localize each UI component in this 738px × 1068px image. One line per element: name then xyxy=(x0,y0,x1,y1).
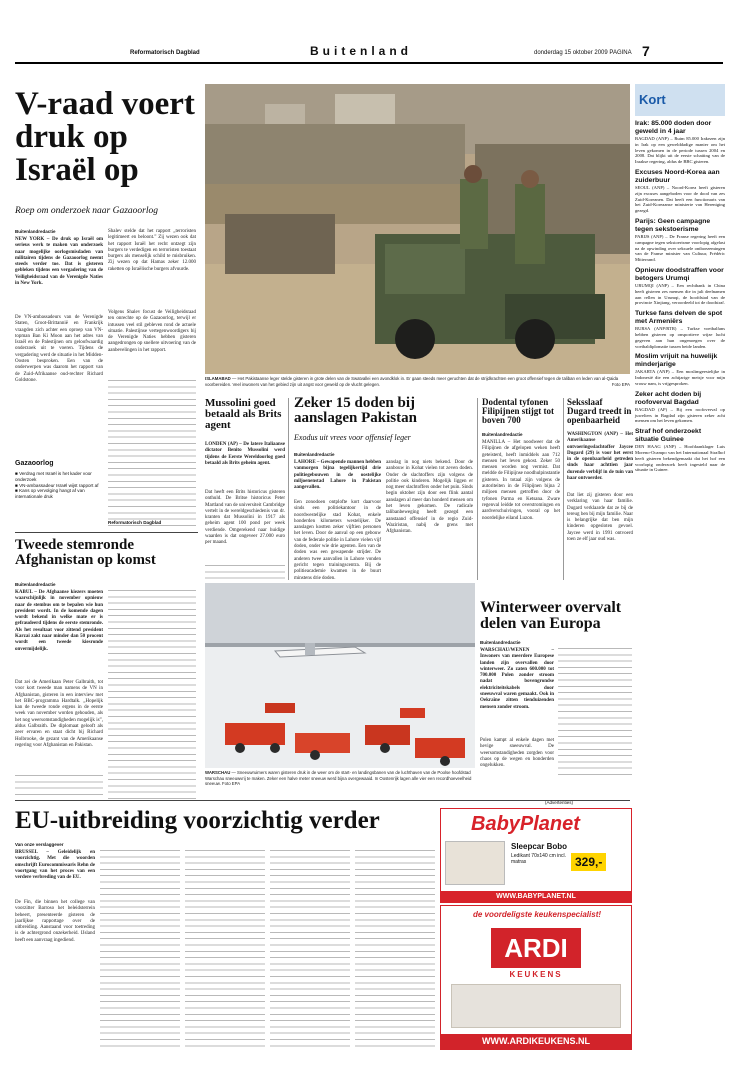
kort-title: Kort xyxy=(639,92,666,107)
second-intro: KABUL – De Afghaanse kiezers moeten waarschijnlijk in november opnieuw naar de stembus om te bepalen wie hun president wordt. In de komende dagen wordt bekend in welke mate er is gefraudeerd tijdens de eerste stemronde. Als het resultaat voor zittend president Karzai zakt naar minder dan 50 procent wordt een tweede kiesronde onvermijdelijk. xyxy=(15,590,103,652)
ardi-url[interactable]: WWW.ARDIKEUKENS.NL xyxy=(441,1034,631,1049)
kitchen-image xyxy=(451,984,621,1028)
seksslaaf-headline: Seksslaaf Dugard treedt in openbaarheid xyxy=(567,397,632,425)
eu-body: De Fin, die binnen het college van voorzitter Barroso het beleidsterrein beheert, presenteerde gisteren de jaarlijkse rapportage over de uitbreiding. Aanstaand voor toetreding is de achtergrond onzekerheid. IJsland heeft een aanvraag ingediend. xyxy=(15,900,95,943)
lead-text-continuation xyxy=(108,380,196,530)
ardi-sub: KEUKENS xyxy=(509,970,563,979)
babyplanet-url[interactable]: WWW.BABYPLANET.NL xyxy=(441,891,631,903)
ardi-ad[interactable] xyxy=(440,905,632,1050)
crib-image xyxy=(445,841,505,885)
bullets-list xyxy=(15,471,103,500)
babyplanet-ad[interactable] xyxy=(440,808,632,903)
snow-airport-photo xyxy=(205,583,475,768)
dodental-body: MANILLA – Het noodweer dat de Filipijnen de afgelopen weken heeft geteisterd, heeft inmiddels aan 712 mensen het leven gekost. Zeker 50 mensen worden nog vermist. Dat meldde de Filipijnse noodhulpinstantie gisteren. In totaal zijn volgens de autoriteiten in de Filipijnen bijna 2 miljoen mensen getroffen door de tyfonen Parma en Ketsana. Zware regenval leidde tot overstromingen en aardverschuivingen, vooral op het noordelijke eiland Luzon. xyxy=(482,440,560,521)
lead-byline: Buitenlandredactie xyxy=(15,229,56,234)
second-text-continuation-2 xyxy=(15,775,103,800)
eu-intro: BRUSSEL – Geleidelijk en voorzichtig. Met die woorden omschrijft Eurocommissaris Rehn de voortgang van het proces van een verdere verbreding van de EU. xyxy=(15,850,95,881)
section-title: Buitenland xyxy=(310,44,412,58)
seksslaaf-intro: WASHINGTON (ANP) – Het Amerikaanse ontvoeringsslachtoffer Jaycee Dugard (29) is voor het eerst in de openbaarheid getreden sinds haar achttien jaar durende verblijf in de tuin van haar ontvoerder. xyxy=(567,432,633,482)
divider xyxy=(15,800,630,801)
winterweer-intro: WARSCHAU/WENEN – Inwoners van meerdere Europese landen zijn overvallen door winterweer. Zo zaten 600.000 tot 700.000 Polen zonder stroom nadat bovengrondse elektriciteitskabels door sneeuwval waren gemaakt. Ook in Oekraïne zitten tienduizenden mensen zonder stroom. xyxy=(480,648,554,710)
lead-dek: Roep om onderzoek naar Gazaoorlog xyxy=(15,206,159,216)
babyplanet-brand: BabyPlanet xyxy=(471,813,580,835)
kort-item: Straf hof onderzoekt situatie Guinee DEN HAAG (ANP) – Hoofdaanklager Luis Moreno-Ocampo van het Internationaal Strafhof heeft gisteren bekendgemaakt dat het hof een voorlopig onderzoek heeft ingesteld naar de situatie in Guinee. xyxy=(635,428,725,473)
kort-list xyxy=(635,120,725,477)
second-body: Dat zei de Amerikaan Peter Galbraith, tot voor kort tweede man namens de VN in Afghanistan, gisteren in een interview met het BBC-programma Hardtalk. „Hopelijk kan de tweede ronde ergens in de eerste week van november worden gehouden, als het nog weersomstandigheden mogelijk is”, aldus Galbraith. De diplomaat gelooft als zeer ervaren en staat dicht bij Richard Holbrooke, de gezant van de Amerikaanse regering voor Afghanistan en Pakistan. xyxy=(15,680,103,748)
column-rule xyxy=(288,398,289,580)
zeker-dek: Exodus uit vrees voor offensief leger xyxy=(294,433,411,442)
second-headline: Tweede stemronde Afghanistan op komst xyxy=(15,537,156,568)
dodental-headline: Dodental tyfonen Filipijnen stijgt tot boven 700 xyxy=(482,397,554,425)
eu-headline: EU-uitbreiding voorzichtig verder xyxy=(15,807,380,834)
kort-item: Opnieuw doodstraffen voor betogers Urumqi URUMQI (ANP) – Een rechtbank in China heeft gisteren zes mensen die in juli deelnamen aan rellen in Urumqi, de hoofdstad van de provincie Xinjiang, veroordeeld tot de doodstraf. xyxy=(635,266,725,306)
lead-headline: V-raad voert druk op Israël op xyxy=(15,86,195,188)
page-header xyxy=(0,0,738,70)
lead-body-3: Volgens Shalev focust de Veiligheidsraad ten onrechte op de Gazaoorlog, terwijl er intussen veel stil gebleven rond de actuele situatie. Palestijnse vertegenwoordigers bij de Verenigde Naties hebben gisteren aangedrongen op snellere uitvoering van de aanbevelingen in het rapport. xyxy=(108,310,196,353)
zeker-body: Een zonodoen ontplofte kort daarvoor sinds een politiekantoor in de noordwestelijke stad Kohat, enkele honderden kilometers westelijker. De aanslagen kostten zeker vijftien personen het leven. Door de aanval op een gebouw van de federale politie in Lahore vielen vijf doden, onder wie drie agenten. Een van de doden was een gewapende strijder. De anderen twee aanvallen in Lahore vonden gericht tegen trainingscentra. Bij de politieacademie kwamen in de buurt minstens drie doden. xyxy=(294,500,381,581)
second-byline: Buitenlandredactie xyxy=(15,582,56,587)
photo1-caption: ISLAMABAD — Het Pakistaanse leger stelde gisteren in grote delen van de Swatvallei een avondklok in. Er gaan steeds meer geruchten dat de strijdkrachten een groot offensief tegen de taliban en leden van al-Qaida voorbereiden. Veel inwoners van het gebied zijn uit angst voor geweld op de vlucht gelegen. Foto EPA xyxy=(205,376,630,387)
ardi-brand: ARDI xyxy=(491,928,581,968)
zeker-body-2: aanslag in nog niets bekend. Door de aanbouw in Kohat vielen tot zeven doden. Onder de slachtoffers zijn volgens de politie ook kinderen. Mogelijk liggen er nog meer slachtoffers onder het puin. Sinds begin oktober zijn door een flink aantal aanslagen al meer dan honderd mensen om het leven gekomen. De radicale talibanbeweging heeft gezegd een aanstaand offensief in de regio Zuid-Waziristan, nabij de grens met Afghanistan. xyxy=(386,460,473,535)
column-rule xyxy=(477,398,478,580)
lead-intro: NEW YORK – De druk op Israël om serieus werk te maken van onderzoek naar mogelijke oorlogsmisdaden van militairen tijdens de Gazaoorlog neemt steeds verder toe. Dat is gisteren gebleken tijdens een vergadering van de Veiligheidsraad van de Verenigde Naties in New York. xyxy=(15,237,103,287)
eu-text-col-3 xyxy=(185,850,265,1050)
kort-item: Zeker acht doden bij roofoverval Bagdad BAGDAD (AP) – Bij een roofoverval op juweliers in Bagdad zijn gisteren zeker acht mensen om het leven gekomen. xyxy=(635,390,725,424)
bullet-item: ■ Kans op vervolging hangt af van internationale druk xyxy=(15,488,85,500)
dodental-byline: Buitenlandredactie xyxy=(482,432,523,437)
zeker-intro: LAHORE – Gewapende mannen hebben vanmorgen bijna tegelijkertijd drie politiegebouwen in de oostelijke miljoenenstad Lahore in Pakistan aangevallen. xyxy=(294,460,381,491)
zeker-byline: Buitenlandredactie xyxy=(294,452,335,457)
mussolini-headline: Mussolini goed betaald als Brits agent xyxy=(205,397,282,431)
page-number: 7 xyxy=(642,43,650,59)
babyplanet-desc: Ledikant 70x140 cm incl. matras xyxy=(511,853,567,865)
winterweer-text-continuation xyxy=(558,648,632,778)
column-rule xyxy=(563,398,564,580)
eu-text-col-5 xyxy=(355,850,435,1050)
winterweer-headline: Winterweer overvalt delen van Europa xyxy=(480,599,622,632)
zeker-headline: Zeker 15 doden bij aanslagen Pakistan xyxy=(294,395,417,426)
kort-item: Parijs: Geen campagne tegen sekstoerisme PARIJS (ANP) – De Franse regering heeft een campagne tegen sekstoerisme voorlopig afgelast na de opwinding over seksuele ontboezemingen van de Franse minister van Cultuur, Frédéric Mitterrand. xyxy=(635,217,725,263)
eu-text-col-2 xyxy=(100,850,180,1050)
ads-label: (Advertenties) xyxy=(545,800,574,805)
bullet-item: ■ Verdrag met Israël is het kader voor onderzoek xyxy=(15,471,92,482)
soldiers-photo xyxy=(205,84,630,374)
second-text-continuation xyxy=(108,590,196,800)
divider xyxy=(15,532,198,533)
mussolini-text-continuation xyxy=(205,565,285,580)
kort-item: Irak: 85.000 doden door geweld in 4 jaar BAGDAD (ANP) – Ruim 85.000 Irakezen zijn in Irak op een gewelddadige manier om het leven gekomen in de periode tussen 2004 en 2008. Dat blijkt uit de eerste schatting van de Iraakse regering, aldus de BBC gisteren. xyxy=(635,120,725,165)
publication-name: Reformatorisch Dagblad xyxy=(130,50,200,56)
lead-body-1: De VN-ambassadeurs van de Verenigde Staten, Groot-Brittannië en Frankrijk vraagden zich achter een oproep van VN-topman Ban Ki Moon aan het adres van Israël en de Palestijnen om geloofwaardig onderzoek uit te voeren. Tijdens de vergadering werd de situatie in het Midden-Oosten besproken. Een van de onderwerpen was daarom het rapport van de Zuid-Afrikaanse oud-rechter Richard Goldstone. xyxy=(15,315,103,383)
winterweer-byline: Buitenlandredactie xyxy=(480,640,521,645)
bullet-item: ■ VN-ambassadeur Israël wijst rapport af xyxy=(15,482,99,488)
winterweer-body: Polen kampt al enkele dagen met hevige sneeuwval. De weersomstandigheden zorgden voor chaos op de wegen en honderden ongelukken. xyxy=(480,738,554,769)
kort-item: Turkse fans delven de spot met Armeniërs BURSA (ANP/RTR) – Turkse voetbalfans hebben gisteren op onsportieve wijze lucht gegeven aan hun ongenoegen over de voetbaldiplomatie tussen beide landen. xyxy=(635,310,725,349)
kort-item: Excuses Noord-Korea aan zuiderbuur SEOUL (ANP) – Noord-Korea heeft gisteren zijn excuses aangeboden voor de dood van zes Zuid-Koreanen. Dat heeft een functionaris van het Zuid-Koreaanse ministerie van Hereniging gezegd. xyxy=(635,168,725,214)
header-date: donderdag 15 oktober 2009 PAGINA xyxy=(534,50,632,56)
bullets-footer: Reformatorisch Dagblad xyxy=(108,520,162,525)
lead-body-2: Shalev stelde dat het rapport „terroristen legitimeert en beloont.” Zij wezen ook dat het rapport Israël het recht ontzegt zijn burgers te verdedigen en terroristen toestaat burgers als menselijk schild te misbruiken. Zij wezen op dat Hamas zeker 12.000 raketten op Israëlische burgers afvuurde. xyxy=(108,229,196,272)
header-rule xyxy=(15,62,723,64)
photo2-caption: WARSCHAU — Sneeuwruimers waren gisteren druk in de weer om de start- en landingsbanen van de luchthaven van de Poolse hoofdstad Warschau sneeuwvrij te maken. Zeker een halve meter sneeuw werd bijna overgewaaid. In Oostenrijk lagen alle vier een recordhoeveelheid sneeuw. Foto EPA xyxy=(205,770,472,786)
eu-byline: Van onze verslaggever xyxy=(15,842,64,847)
bullets-title: Gazaoorlog xyxy=(15,460,54,467)
ardi-tagline: de voordeligste keukenspecialist! xyxy=(472,910,602,919)
mussolini-intro: LONDEN (AP) – De latere Italiaanse dictator Benito Mussolini werd tijdens de Eerste Wereldoorlog goed betaald als Brits geheim agent. xyxy=(205,442,285,466)
babyplanet-price: 329,- xyxy=(571,853,606,871)
seksslaaf-body: Dat liet zij gisteren door een verklaring van haar familie. Dugard verklaarde dat ze bij de tereug ben bij mijn familie. Naar is belangrijke dat ben mijn kinderen opgesloten gevoel. Jaycee werd in 1991 ontvoerd toen ze elf jaar oud was. xyxy=(567,493,633,543)
mussolini-body: Dat heeft een Brits historicus gisteren onthuld. De Britse historicus Peter Martland van de universiteit Cambridge vertelt in de wereldgeschiedenis van dr. kranten dat Mussolini in 1917 als geheim agent 100 pond per week verdiende. Omgerekend naar huidige waarden is dat ongeveer 27.000 euro per maand. xyxy=(205,490,285,546)
eu-text-col-4 xyxy=(270,850,350,1050)
kort-header xyxy=(635,84,725,116)
babyplanet-product: Sleepcar Bobo xyxy=(511,842,568,851)
kort-item: Moslim vrijuit na huwelijk minderjarige JAKARTA (ANP) – Een moslimgeestelijke in Indonesië die een achtjarige meisje voor mijn vrouw nam, is vrijgesproken. xyxy=(635,353,725,386)
